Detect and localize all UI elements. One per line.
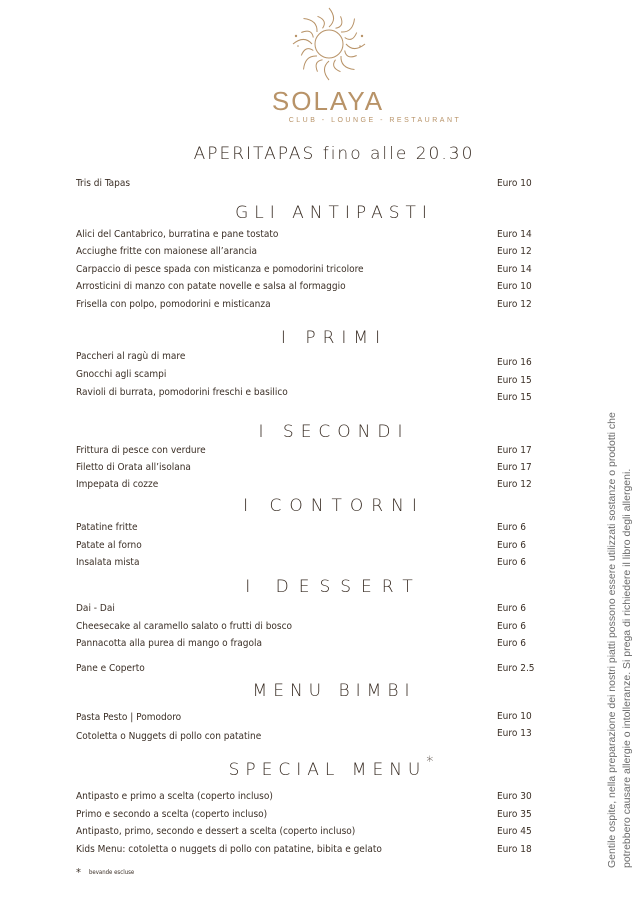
section-title-secondi: I SECONDI	[258, 422, 410, 442]
menu-price: Euro 6	[497, 638, 526, 649]
menu-item: Pasta Pesto | Pomodoro	[76, 712, 182, 723]
sun-logo-icon	[284, 2, 374, 86]
section-title-antipasti: GLI ANTIPASTI	[235, 203, 433, 223]
sun-ray	[324, 61, 329, 80]
sun-ray	[304, 19, 318, 33]
menu-price: Euro 6	[497, 557, 526, 568]
special-star: *	[426, 754, 440, 770]
brand-tagline: CLUB - LOUNGE - RESTAURANT	[288, 117, 462, 124]
footnote-text: bevande escluse	[88, 869, 135, 876]
sun-ray	[318, 16, 325, 28]
menu-item: Impepata di cozze	[76, 479, 159, 490]
sun-ray	[316, 60, 322, 72]
section-title-special	[0, 754, 640, 780]
menu-item: Primo e secondo a scelta (coperto incluso)	[76, 809, 268, 820]
menu-price: Euro 12	[497, 246, 532, 257]
menu-price: Euro 6	[497, 621, 526, 632]
sun-ray	[346, 44, 365, 49]
menu-price: Euro 45	[497, 826, 532, 837]
menu-item: Gnocchi agli scampi	[76, 369, 167, 380]
allergen-note: Gentile ospite, nella preparazione dei nostri piatti possono essere utilizzati sostanze o prodotti che potrebbero causare allergie o intolleranze. Si prega di richiedere il libro degli allergeni.	[606, 412, 633, 868]
menu-price: Euro 13	[497, 728, 532, 739]
sun-ray	[336, 16, 342, 28]
menu-price-bread: Euro 2.5	[497, 663, 535, 674]
sun-ray	[341, 19, 355, 33]
menu-item: Acciughe fritte con maionese all’arancia	[76, 246, 258, 257]
brand-name: SOLAYA	[271, 86, 385, 116]
menu-item: Ravioli di burrata, pomodorini freschi e basilico	[76, 387, 288, 398]
footnote	[76, 866, 134, 879]
menu-item: Frittura di pesce con verdure	[76, 445, 206, 456]
menu-item: Patatine fritte	[76, 522, 138, 533]
sun-ray	[293, 39, 312, 44]
menu-price: Euro 35	[497, 809, 532, 820]
menu-item: Alici del Cantabrico, burratina e pane tostato	[76, 229, 279, 240]
menu-item: Cotoletta o Nuggets di pollo con patatine	[76, 731, 262, 742]
menu-item: Arrosticini di manzo con patate novelle e salsa al formaggio	[76, 281, 346, 292]
menu-price: Euro 6	[497, 540, 526, 551]
sun-ray	[345, 33, 357, 40]
menu-price: Euro 17	[497, 462, 532, 473]
sun-ray	[329, 8, 334, 27]
menu-item: Filetto di Orata all’isolana	[76, 462, 191, 473]
section-title-bimbi: MENU BIMBI	[252, 681, 416, 701]
sun-ray	[334, 60, 341, 72]
sun-ray	[345, 51, 357, 57]
menu-price: Euro 14	[497, 229, 532, 240]
menu-price: Euro 10	[497, 281, 532, 292]
menu-item: Insalata mista	[76, 557, 140, 568]
menu-price: Euro 30	[497, 791, 532, 802]
menu-price: Euro 17	[497, 445, 532, 456]
menu-price: Euro 16	[497, 357, 532, 368]
menu-price: Euro 6	[497, 522, 526, 533]
menu-item: Antipasto e primo a scelta (coperto incluso)	[76, 791, 273, 802]
menu-price: Euro 12	[497, 479, 532, 490]
menu-item: Kids Menu: cotoletta o nuggets di pollo con patatine, bibita e gelato	[76, 844, 382, 855]
menu-price: Euro 10	[497, 178, 532, 189]
sun-ray	[301, 31, 313, 37]
special-title-text: SPECIAL MENU	[228, 760, 427, 780]
menu-item: Dai - Dai	[76, 603, 115, 614]
menu-price: Euro 6	[497, 603, 526, 614]
menu-price: Euro 15	[497, 375, 532, 386]
menu-item: Pannacotta alla purea di mango o fragola	[76, 638, 263, 649]
menu-item: Cheesecake al caramello salato o frutti di bosco	[76, 621, 293, 632]
menu-price: Euro 12	[497, 299, 532, 310]
menu-price: Euro 18	[497, 844, 532, 855]
menu-item: Patate al forno	[76, 540, 142, 551]
menu-price: Euro 14	[497, 264, 532, 275]
sun-ray	[301, 49, 313, 56]
menu-item: Carpaccio di pesce spada con misticanza e pomodorini tricolore	[76, 264, 364, 275]
sun-ray	[304, 56, 318, 70]
sun-ray	[341, 56, 355, 70]
section-title-aperitapas: APERITAPAS fino alle 20.30	[193, 144, 475, 164]
menu-item: Antipasto, primo, secondo e dessert a scelta (coperto incluso)	[76, 826, 356, 837]
menu-item-bread: Pane e Coperto	[76, 663, 145, 674]
footnote-star: *	[76, 866, 81, 879]
menu-price: Euro 10	[497, 711, 532, 722]
section-title-primi: I PRIMI	[280, 328, 388, 348]
menu-item: Frisella con polpo, pomodorini e misticanza	[76, 299, 271, 310]
menu-item: Tris di Tapas	[76, 178, 131, 189]
menu-item: Paccheri al ragù di mare	[76, 351, 186, 362]
section-title-dessert: I DESSERT	[245, 577, 423, 597]
menu-price: Euro 15	[497, 392, 532, 403]
section-title-contorni: I CONTORNI	[243, 496, 425, 516]
